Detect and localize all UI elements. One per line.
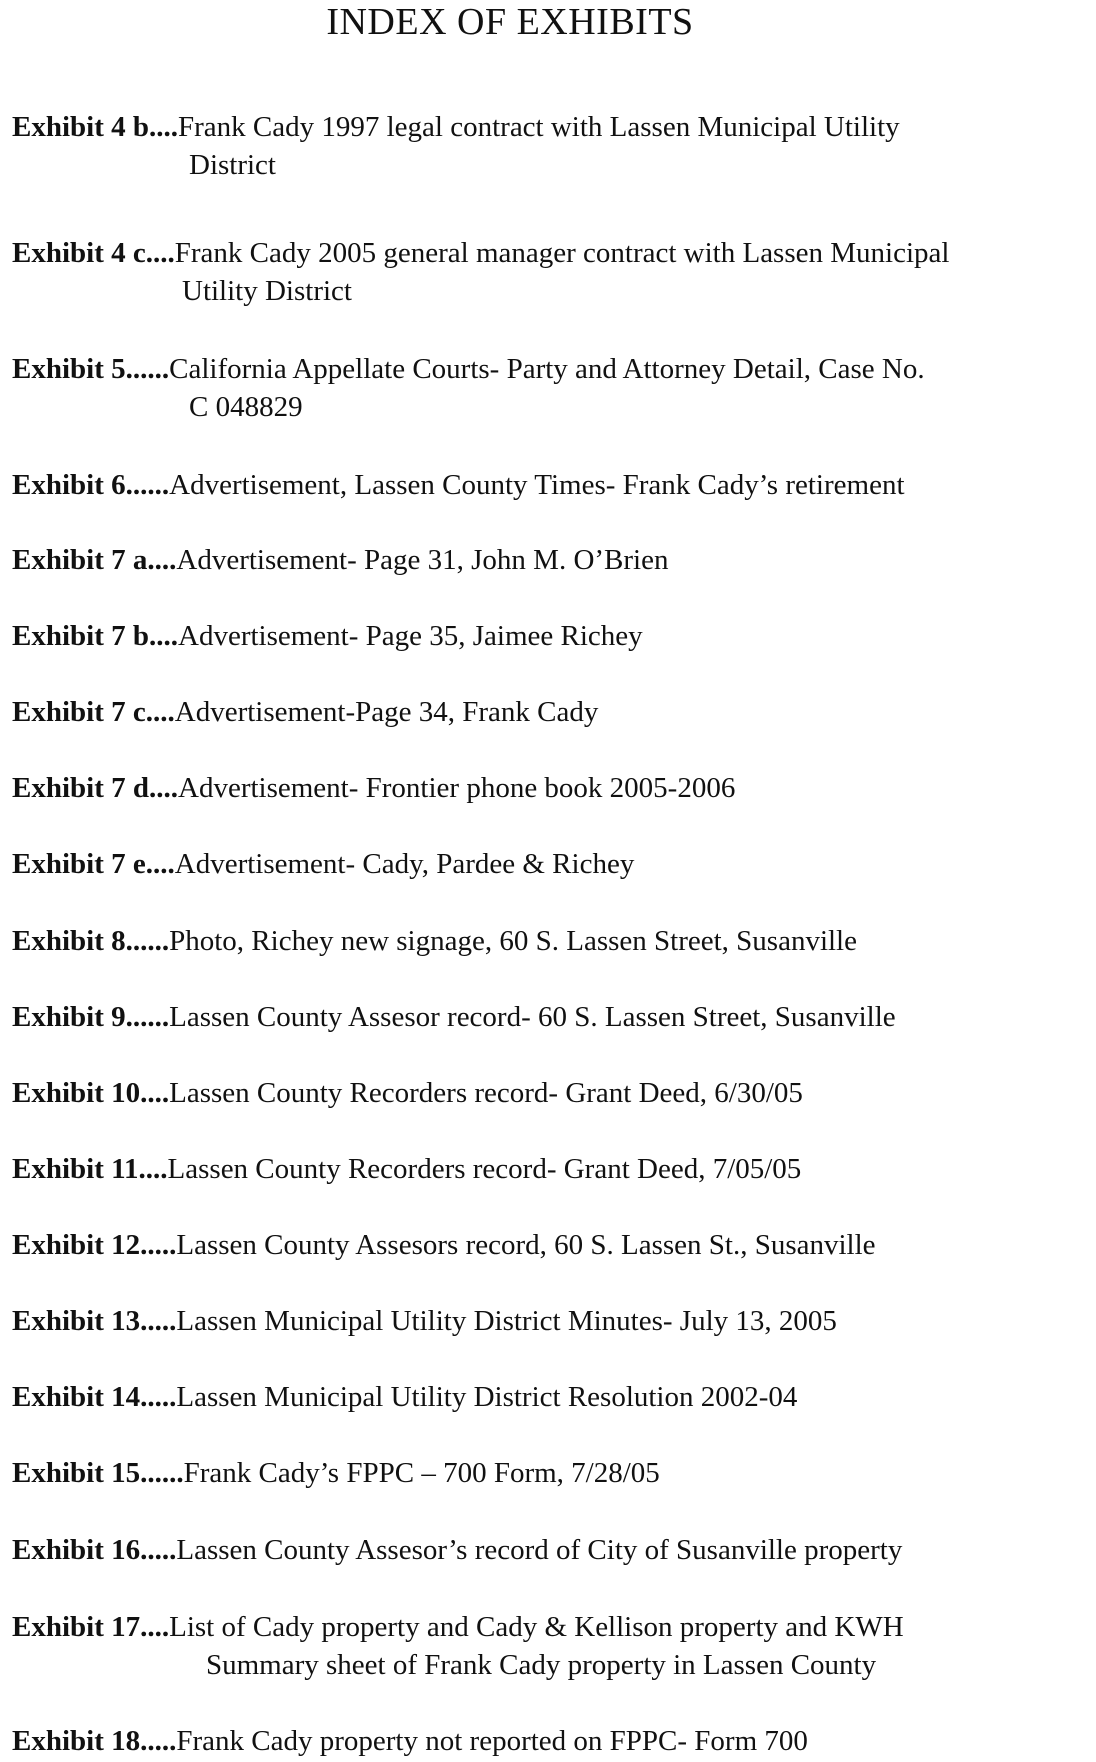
exhibit-entry bbox=[12, 1608, 1092, 1684]
exhibit-description: Advertisement, Lassen County Times- Frank Cady’s retirement bbox=[169, 469, 905, 501]
exhibit-description: Lassen County Assesors record, 60 S. Lassen St., Susanville bbox=[176, 1229, 876, 1261]
exhibit-description: Photo, Richey new signage, 60 S. Lassen Street, Susanville bbox=[169, 925, 857, 957]
exhibit-entry bbox=[12, 845, 1092, 883]
exhibit-entry bbox=[12, 769, 1092, 807]
exhibit-label: Exhibit 13..... bbox=[12, 1305, 177, 1337]
exhibit-entry bbox=[12, 1302, 1092, 1340]
exhibit-entry bbox=[12, 1378, 1092, 1416]
exhibit-entry bbox=[12, 1454, 1092, 1492]
exhibit-description: Lassen County Assesor’s record of City of Susanville property bbox=[176, 1534, 903, 1566]
exhibit-description: Frank Cady 1997 legal contract with Lassen Municipal Utility bbox=[178, 111, 900, 143]
exhibit-label: Exhibit 5...... bbox=[12, 353, 170, 385]
exhibit-label: Exhibit 18..... bbox=[12, 1725, 177, 1757]
exhibit-entry bbox=[12, 234, 1092, 310]
exhibit-label: Exhibit 7 d.... bbox=[12, 772, 178, 804]
exhibit-description: Advertisement- Page 31, John M. O’Brien bbox=[176, 544, 669, 576]
exhibit-entry bbox=[12, 466, 1092, 504]
exhibit-label: Exhibit 14..... bbox=[12, 1381, 177, 1413]
exhibit-label: Exhibit 7 b.... bbox=[12, 620, 178, 652]
exhibit-label: Exhibit 12..... bbox=[12, 1229, 177, 1261]
exhibit-label: Exhibit 11.... bbox=[12, 1153, 168, 1185]
exhibit-description: Lassen County Recorders record- Grant Deed, 7/05/05 bbox=[167, 1153, 802, 1185]
exhibit-description: List of Cady property and Cady & Kellison property and KWH bbox=[169, 1611, 904, 1643]
exhibit-entry bbox=[12, 693, 1092, 731]
exhibit-label: Exhibit 9...... bbox=[12, 1001, 170, 1033]
exhibit-label: Exhibit 15...... bbox=[12, 1457, 184, 1489]
exhibit-entry bbox=[12, 922, 1092, 960]
exhibit-description: Advertisement- Cady, Pardee & Richey bbox=[174, 848, 635, 880]
exhibit-entry bbox=[12, 617, 1092, 655]
exhibit-description-continued: District bbox=[189, 149, 276, 181]
exhibit-label: Exhibit 4 c.... bbox=[12, 237, 175, 269]
exhibit-entry bbox=[12, 1722, 1092, 1760]
exhibit-entry bbox=[12, 998, 1092, 1036]
exhibit-description: Frank Cady’s FPPC – 700 Form, 7/28/05 bbox=[183, 1457, 660, 1489]
exhibit-description: Advertisement- Page 35, Jaimee Richey bbox=[178, 620, 643, 652]
exhibit-description: Lassen County Recorders record- Grant Deed, 6/30/05 bbox=[169, 1077, 803, 1109]
exhibit-entry bbox=[12, 108, 1092, 184]
exhibit-entry bbox=[12, 1226, 1092, 1264]
exhibit-label: Exhibit 10.... bbox=[12, 1077, 170, 1109]
exhibit-description: Lassen Municipal Utility District Minutes- July 13, 2005 bbox=[176, 1305, 837, 1337]
exhibit-description-continued: C 048829 bbox=[189, 391, 303, 423]
exhibit-description: Frank Cady 2005 general manager contract with Lassen Municipal bbox=[174, 237, 950, 269]
exhibit-label: Exhibit 4 b.... bbox=[12, 111, 178, 143]
exhibit-entry bbox=[12, 350, 1092, 426]
exhibit-entry bbox=[12, 1150, 1092, 1188]
exhibit-description-continued: Summary sheet of Frank Cady property in Lassen County bbox=[206, 1649, 877, 1681]
exhibit-entry bbox=[12, 541, 1092, 579]
exhibit-description: Advertisement-Page 34, Frank Cady bbox=[174, 696, 599, 728]
exhibit-label: Exhibit 8...... bbox=[12, 925, 170, 957]
exhibit-description: California Appellate Courts- Party and Attorney Detail, Case No. bbox=[169, 353, 925, 385]
exhibit-label: Exhibit 16..... bbox=[12, 1534, 177, 1566]
exhibit-description: Frank Cady property not reported on FPPC- Form 700 bbox=[176, 1725, 808, 1757]
exhibit-description: Lassen County Assesor record- 60 S. Lassen Street, Susanville bbox=[169, 1001, 896, 1033]
exhibit-label: Exhibit 7 a.... bbox=[12, 544, 177, 576]
page-title: INDEX OF EXHIBITS bbox=[326, 1, 694, 43]
exhibit-entry bbox=[12, 1074, 1092, 1112]
exhibit-label: Exhibit 7 c.... bbox=[12, 696, 175, 728]
exhibit-label: Exhibit 17.... bbox=[12, 1611, 170, 1643]
exhibit-label: Exhibit 7 e.... bbox=[12, 848, 175, 880]
exhibit-label: Exhibit 6...... bbox=[12, 469, 170, 501]
exhibit-entry bbox=[12, 1531, 1092, 1569]
exhibit-description-continued: Utility District bbox=[182, 275, 352, 307]
exhibit-description: Lassen Municipal Utility District Resolution 2002-04 bbox=[176, 1381, 798, 1413]
exhibit-description: Advertisement- Frontier phone book 2005-2006 bbox=[178, 772, 736, 804]
